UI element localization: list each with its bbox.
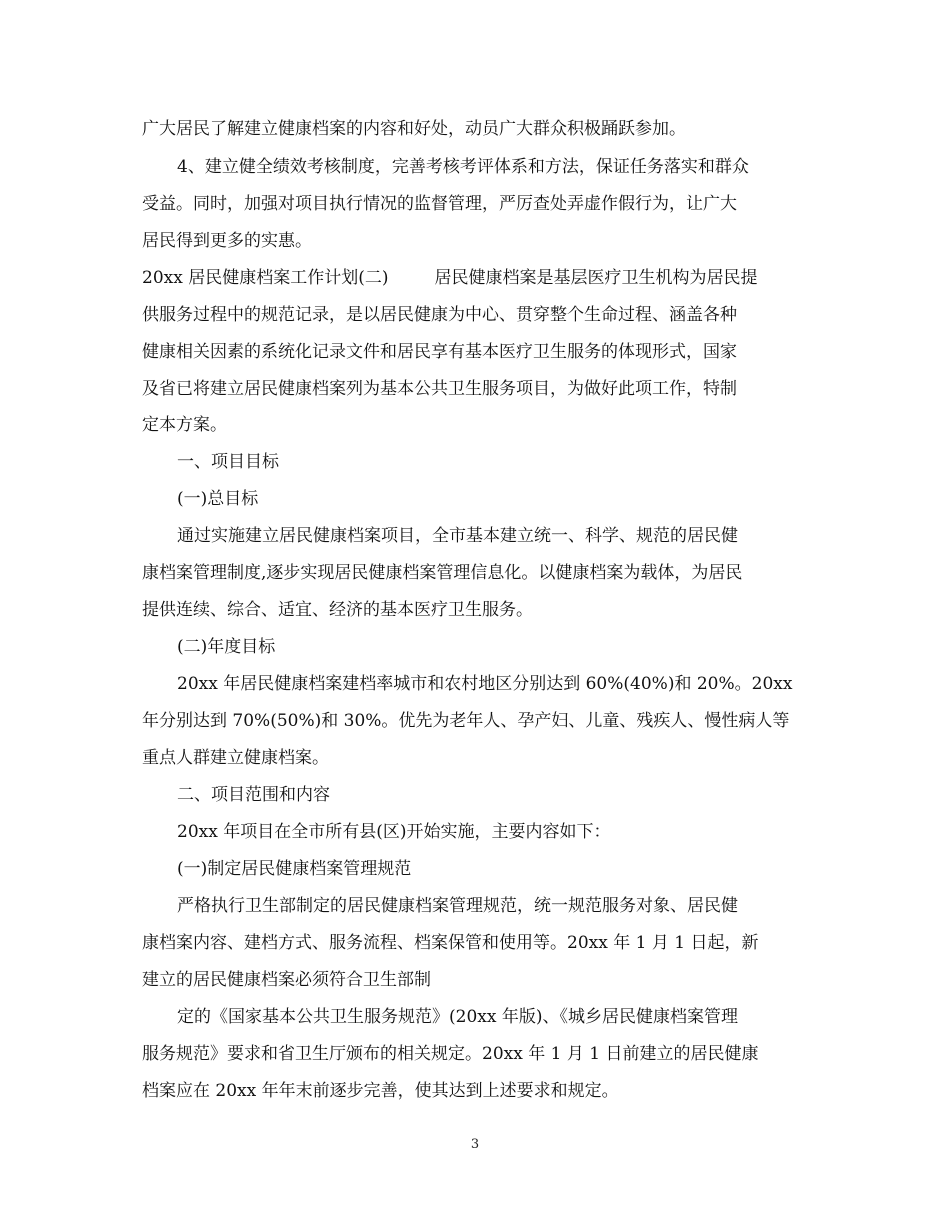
subsection-heading: (一)制定居民健康档案管理规范 <box>177 859 412 879</box>
paragraph-line: 档案应在 20xx 年年末前逐步完善，使其达到上述要求和规定。 <box>142 1081 619 1101</box>
section-heading: 二、项目范围和内容 <box>177 785 330 805</box>
paragraph-line: 健康相关因素的系统化记录文件和居民享有基本医疗卫生服务的体现形式，国家 <box>142 342 737 362</box>
paragraph-line: 及省已将建立居民健康档案列为基本公共卫生服务项目，为做好此项工作，特制 <box>142 379 737 399</box>
paragraph-line: 定本方案。 <box>142 415 227 435</box>
paragraph-line: 重点人群建立健康档案。 <box>142 748 329 768</box>
paragraph-line: 受益。同时，加强对项目执行情况的监督管理，严厉查处弄虚作假行为，让广大 <box>142 194 737 214</box>
paragraph-line: 4、建立健全绩效考核制度，完善考核考评体系和方法，保证任务落实和群众 <box>177 157 749 177</box>
paragraph-line: 供服务过程中的规范记录，是以居民健康为中心、贯穿整个生命过程、涵盖各种 <box>142 305 737 325</box>
subsection-heading: (二)年度目标 <box>177 637 276 657</box>
page-number: 3 <box>470 1137 480 1152</box>
paragraph-line: 严格执行卫生部制定的居民健康档案管理规范，统一规范服务对象、居民健 <box>177 896 738 916</box>
paragraph-line: 通过实施建立居民健康档案项目，全市基本建立统一、科学、规范的居民健 <box>177 526 738 546</box>
paragraph-line: 定的《国家基本公共卫生服务规范》(20xx 年版)、《城乡居民健康档案管理 <box>177 1007 738 1027</box>
paragraph-line: 广大居民了解建立健康档案的内容和好处，动员广大群众积极踊跃参加。 <box>142 119 686 139</box>
paragraph-line: 康档案内容、建档方式、服务流程、档案保管和使用等。20xx 年 1 月 1 日起，新 <box>142 933 759 953</box>
subsection-heading: (一)总目标 <box>177 489 259 509</box>
plan-heading: 20xx 居民健康档案工作计划(二) <box>142 268 389 288</box>
paragraph-line: 居民得到更多的实惠。 <box>142 231 312 251</box>
paragraph-line: 康档案管理制度,逐步实现居民健康档案管理信息化。以健康档案为载体，为居民 <box>142 563 743 583</box>
paragraph-line: 年分别达到 70%(50%)和 30%。优先为老年人、孕产妇、儿童、残疾人、慢性病人等 <box>142 711 790 731</box>
paragraph-start: 居民健康档案是基层医疗卫生机构为居民提 <box>434 268 758 288</box>
paragraph-line: 提供连续、综合、适宜、经济的基本医疗卫生服务。 <box>142 600 533 620</box>
section-heading: 一、项目目标 <box>177 452 279 472</box>
paragraph-line: 服务规范》要求和省卫生厅颁布的相关规定。20xx 年 1 月 1 日前建立的居民健康 <box>142 1044 759 1064</box>
paragraph-line: 20xx 年居民健康档案建档率城市和农村地区分别达到 60%(40%)和 20%。20xx <box>177 674 793 694</box>
section-heading-line <box>142 267 757 289</box>
paragraph-line: 建立的居民健康档案必须符合卫生部制 <box>142 970 431 990</box>
paragraph-line: 20xx 年项目在全市所有县(区)开始实施，主要内容如下： <box>177 822 611 842</box>
